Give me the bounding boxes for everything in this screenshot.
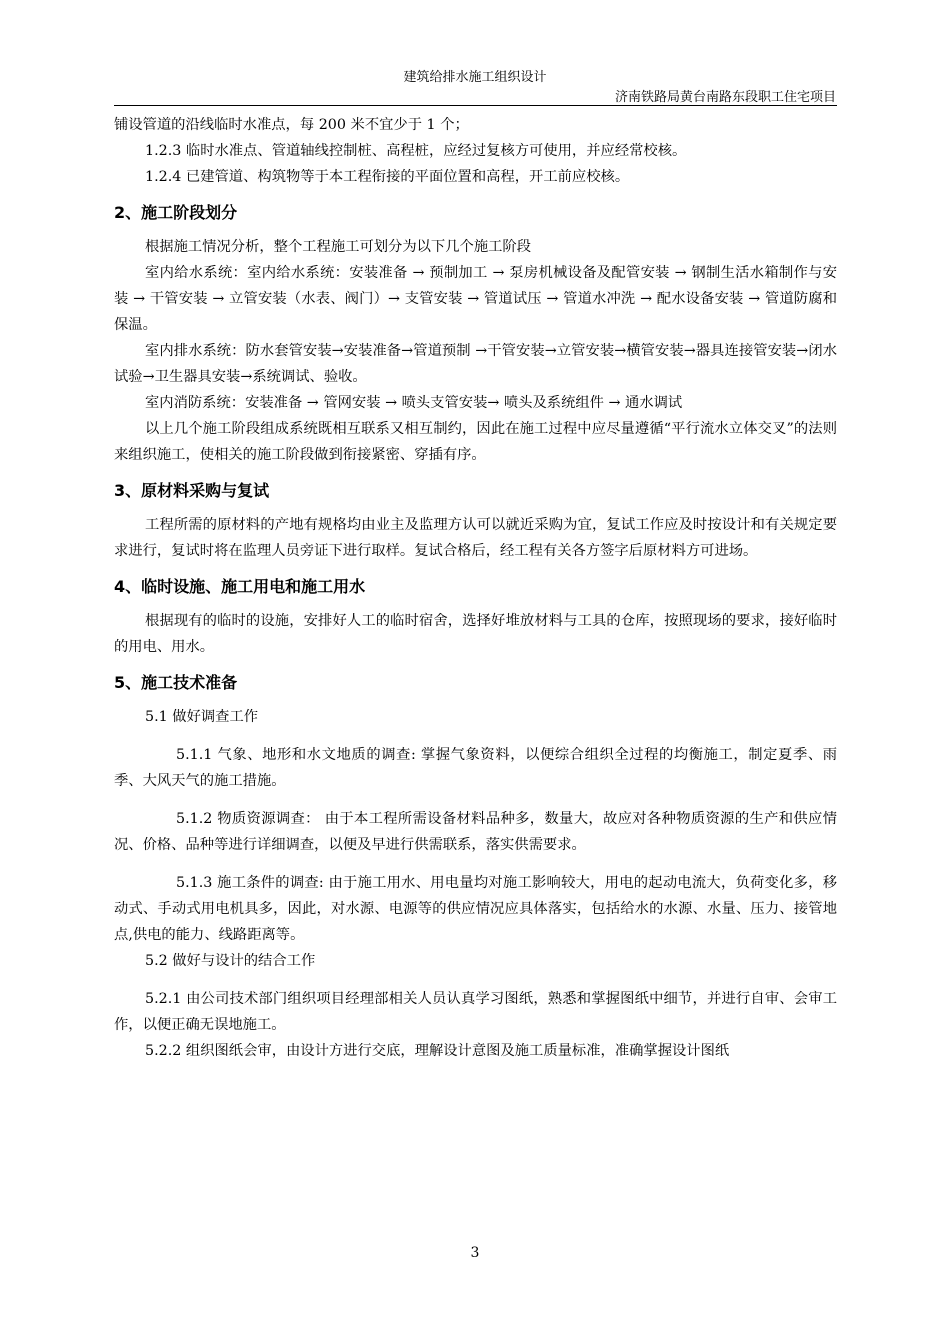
section-2-para-3: 室内排水系统：防水套管安装→安装准备→管道预制 →干管安装→立管安装→横管安装→器具连接管安装→闭水试验→卫生器具安装→系统调试、验收。 [114,343,837,385]
header-title: 建筑给排水施工组织设计 [403,70,547,85]
section-4-heading: 4、临时设施、施工用电和施工用水 [114,577,366,596]
item-5-2-2: 5.2.2 组织图纸会审，由设计方进行交底，理解设计意图及施工质量标准，准确掌握设计图纸 [145,1043,730,1059]
section-5-heading: 5、施工技术准备 [114,673,238,692]
header-subtitle: 济南铁路局黄台南路东段职工住宅项目 [614,90,836,105]
paragraph-1-2-3: 1.2.3 临时水准点、管道轴线控制桩、高程桩，应经过复核方可使用，并应经常校核。 [145,143,687,159]
item-5-1-2: 5.1.2 物质资源调查： 由于本工程所需设备材料品种多，数量大，故应对各种物质资源的生产和供应情况、价格、品种等进行详细调查，以便及早进行供需联系，落实供需要求。 [114,811,837,853]
item-5-1-1: 5.1.1 气象、地形和水文地质的调查: 掌握气象资料，以便综合组织全过程的均衡施工，制定夏季、雨季、大风天气的施工措施。 [114,747,837,789]
paragraph-1-2-4: 1.2.4 已建管道、构筑物等于本工程衔接的平面位置和高程，开工前应校核。 [145,169,630,185]
section-2-para-5: 以上几个施工阶段组成系统既相互联系又相互制约，因此在施工过程中应尽量遵循“平行流水立体交叉”的法则来组织施工，使相关的施工阶段做到衔接紧密、穿插有序。 [114,421,837,463]
subsection-5-2: 5.2 做好与设计的结合工作 [145,953,316,969]
section-2-para-4: 室内消防系统：安装准备 → 管网安装 → 喷头支管安装→ 喷头及系统组件 → 通水调试 [145,395,683,411]
header-divider [114,105,837,106]
item-5-2-1: 5.2.1 由公司技术部门组织项目经理部相关人员认真学习图纸，熟悉和掌握图纸中细节，并进行自审、会审工作，以便正确无误地施工。 [114,991,837,1033]
section-4-para-1: 根据现有的临时的设施，安排好人工的临时宿舍，选择好堆放材料与工具的仓库，按照现场的要求，接好临时的用电、用水。 [114,613,837,655]
subsection-5-1: 5.1 做好调查工作 [145,709,259,725]
section-3-para-1: 工程所需的原材料的产地有规格均由业主及监理方认可以就近采购为宜，复试工作应及时按设计和有关规定要求进行，复试时将在监理人员旁证下进行取样。复试合格后，经工程有关各方签字后原材料方可进场。 [114,517,837,559]
document-body [114,112,837,1064]
section-2-para-1: 根据施工情况分析，整个工程施工可划分为以下几个施工阶段 [145,239,532,255]
section-3-heading: 3、原材料采购与复试 [114,481,270,500]
section-2-heading: 2、施工阶段划分 [114,203,238,222]
page-number: 3 [470,1245,480,1261]
item-5-1-3: 5.1.3 施工条件的调查: 由于施工用水、用电量均对施工影响较大，用电的起动电流大，负荷变化多，移动式、手动式用电机具多，因此，对水源、电源等的供应情况应具体落实，包括给水的水源、水量、压力、接管地点,供电的能力、线路距离等。 [114,875,837,943]
section-2-para-2: 室内给水系统：室内给水系统：安装准备 → 预制加工 → 泵房机械设备及配管安装 → 钢制生活水箱制作与安装 → 干管安装 → 立管安装（水表、阀门）→ 支管安装 → 管道试压 → 管道水冲洗 → 配水设备安装 → 管道防腐和保温。 [114,265,837,333]
paragraph-intro: 铺设管道的沿线临时水准点，每 200 米不宜少于 1 个； [114,117,469,133]
